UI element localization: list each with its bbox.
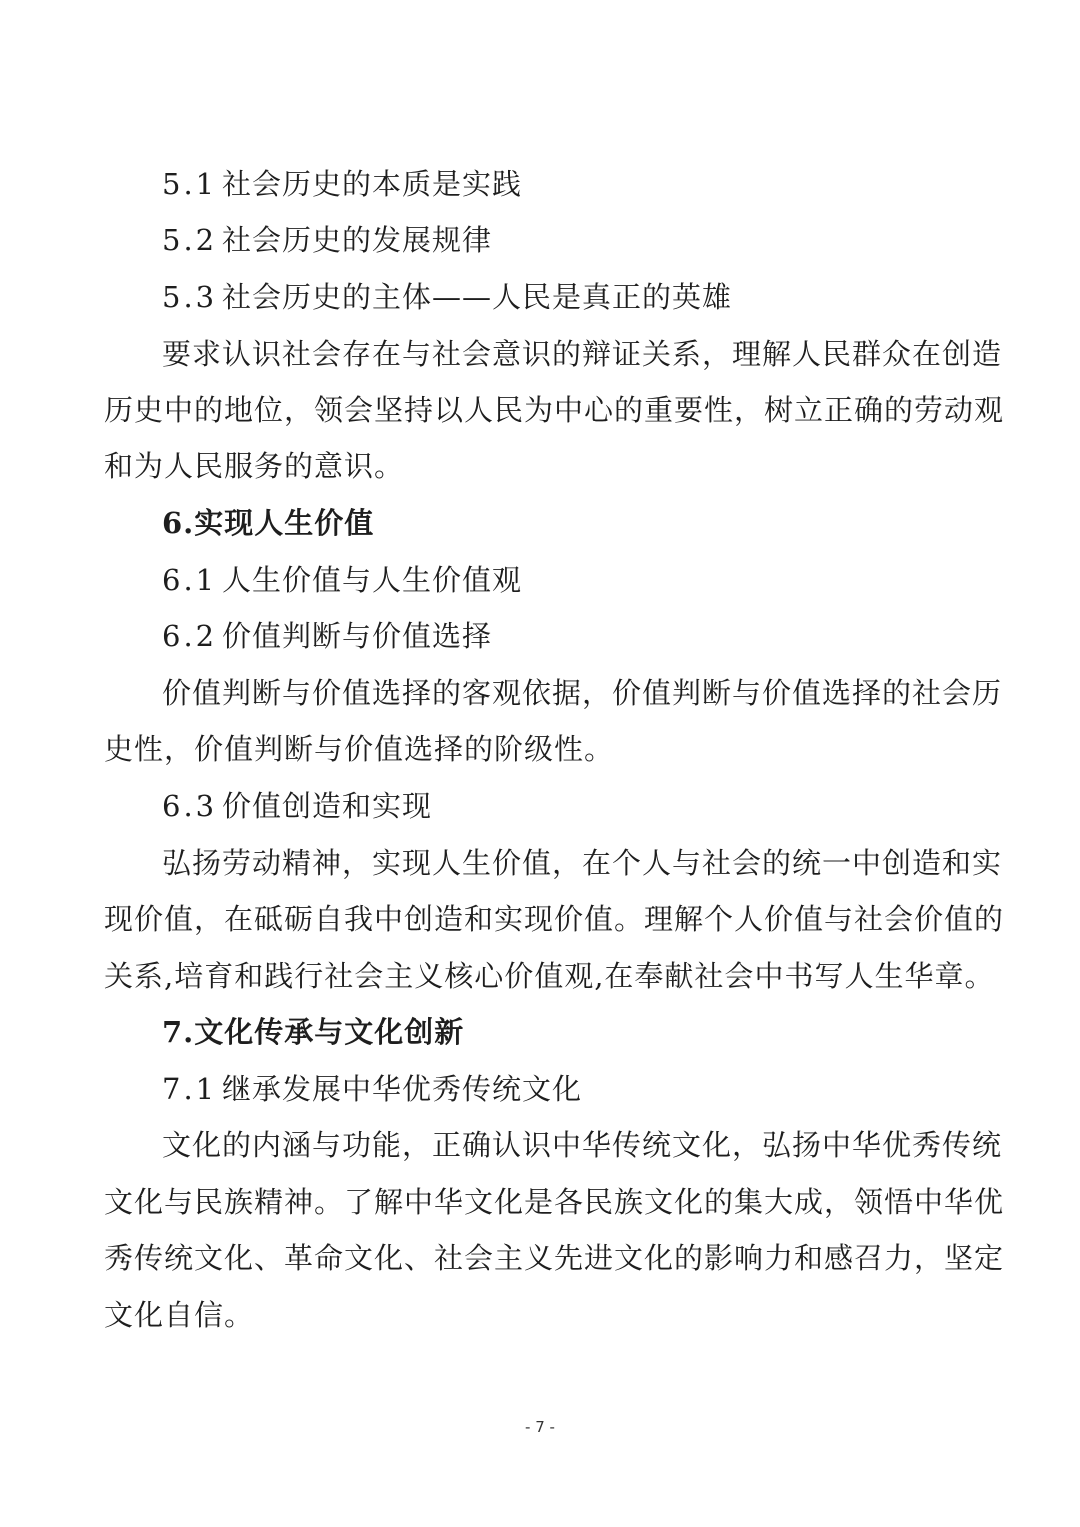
subsection-number: 6.3 <box>162 789 218 823</box>
paragraph-line: 文化的内涵与功能，正确认识中华传统文化，弘扬中华优秀传统 <box>162 1128 1003 1162</box>
subsection-6-3 <box>162 778 984 834</box>
paragraph-line: 文化自信。 <box>104 1298 255 1332</box>
subsection-5-3 <box>162 269 984 325</box>
subsection-5-1 <box>162 156 984 212</box>
subsection-title: 社会历史的发展规律 <box>222 223 493 257</box>
subsection-title: 继承发展中华优秀传统文化 <box>222 1072 583 1106</box>
subsection-number: 6.2 <box>162 619 218 653</box>
subsection-number: 5.3 <box>162 280 218 314</box>
subsection-6-1 <box>162 552 984 608</box>
subsection-6-2 <box>162 608 984 664</box>
paragraph-line: 和为人民服务的意识。 <box>104 449 405 483</box>
paragraph-line: 弘扬劳动精神，实现人生价值，在个人与社会的统一中创造和实 <box>162 846 1003 880</box>
page-number: - 7 - <box>525 1418 555 1436</box>
section-heading-7: 7.文化传承与文化创新 <box>162 1015 465 1049</box>
paragraph-line: 历史中的地位，领会坚持以人民为中心的重要性，树立正确的劳动观 <box>104 393 1005 427</box>
paragraph-line: 现价值，在砥砺自我中创造和实现价值。理解个人价值与社会价值的 <box>104 902 1005 936</box>
subsection-number: 6.1 <box>162 563 218 597</box>
paragraph-line: 秀传统文化、革命文化、社会主义先进文化的影响力和感召力，坚定 <box>104 1241 1005 1275</box>
subsection-7-1 <box>162 1061 984 1117</box>
subsection-number: 5.1 <box>162 167 218 201</box>
subsection-title: 价值创造和实现 <box>222 789 433 823</box>
paragraph-line: 史性，价值判断与价值选择的阶级性。 <box>104 732 615 766</box>
subsection-title: 社会历史的主体——人民是真正的英雄 <box>222 280 733 314</box>
subsection-title: 价值判断与价值选择 <box>222 619 493 653</box>
section-heading-6: 6.实现人生价值 <box>162 506 375 540</box>
subsection-title: 人生价值与人生价值观 <box>222 563 523 597</box>
subsection-number: 5.2 <box>162 223 218 257</box>
paragraph-line: 文化与民族精神。了解中华文化是各民族文化的集大成，领悟中华优 <box>104 1185 1005 1219</box>
subsection-title: 社会历史的本质是实践 <box>222 167 523 201</box>
paragraph-line: 关系,培育和践行社会主义核心价值观,在奉献社会中书写人生华章。 <box>104 959 995 993</box>
paragraph-line: 要求认识社会存在与社会意识的辩证关系，理解人民群众在创造 <box>162 337 1003 371</box>
paragraph-line: 价值判断与价值选择的客观依据，价值判断与价值选择的社会历 <box>162 676 1003 710</box>
subsection-5-2 <box>162 212 984 268</box>
subsection-number: 7.1 <box>162 1072 218 1106</box>
